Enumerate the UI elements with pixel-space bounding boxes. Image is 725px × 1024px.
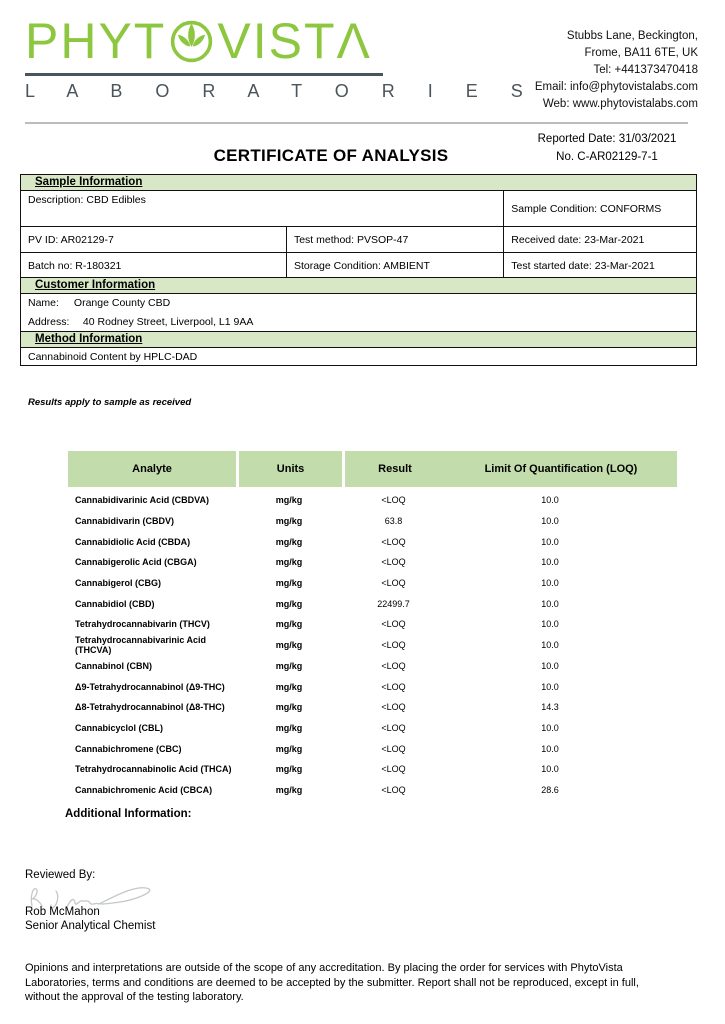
customer-address-line bbox=[28, 316, 696, 328]
storage-condition-cell: Storage Condition: AMBIENT bbox=[287, 253, 504, 278]
footer-disclaimer: Opinions and interpretations are outside of the scope of any accreditation. By placing the order for services with PhytoVista Laboratories, terms and conditions are deemed to be accepted by the submitter. Report shall not be reproduced, except in full, without the approval of the testing laboratory. bbox=[25, 962, 639, 1003]
analyte-cell: Cannabidivarin (CBDV) bbox=[75, 516, 175, 527]
test-started-date-cell: Test started date: 23-Mar-2021 bbox=[511, 259, 655, 272]
customer-name-line bbox=[28, 297, 696, 309]
brand-text-right: VIST bbox=[217, 13, 337, 69]
brand-wordmark bbox=[25, 13, 387, 69]
table-row bbox=[21, 253, 696, 278]
analyte-cell: Cannabicyclol (CBL) bbox=[75, 722, 164, 733]
table-row bbox=[68, 780, 677, 801]
method-information-header: Method Information bbox=[21, 332, 696, 348]
additional-information-label: Additional Information: bbox=[65, 808, 192, 820]
description-cell: Description: CBD Edibles bbox=[21, 191, 504, 226]
loq-cell: 10.0 bbox=[541, 660, 559, 671]
sample-condition-cell: Sample Condition: CONFORMS bbox=[511, 202, 662, 215]
leaf-circle-icon bbox=[169, 19, 214, 64]
loq-cell: 10.0 bbox=[541, 495, 559, 506]
contact-address-line: Frome, BA11 6TE, UK bbox=[584, 47, 698, 59]
reviewer-name: Rob McMahon bbox=[25, 906, 100, 918]
lab-contact-block bbox=[535, 28, 698, 113]
table-row bbox=[68, 593, 677, 614]
table-row bbox=[68, 656, 677, 677]
units-cell: mg/kg bbox=[275, 557, 303, 568]
units-cell: mg/kg bbox=[275, 681, 303, 692]
units-cell: mg/kg bbox=[275, 640, 303, 651]
analyte-cell: Cannabinol (CBN) bbox=[75, 660, 152, 671]
units-cell: mg/kg bbox=[275, 660, 303, 671]
reported-date: Reported Date: 31/03/2021 bbox=[537, 133, 677, 145]
reviewer-title: Senior Analytical Chemist bbox=[25, 920, 156, 932]
laboratories-label: L A B O R A T O R I E S bbox=[25, 81, 537, 101]
loq-cell: 10.0 bbox=[541, 640, 559, 651]
table-row bbox=[68, 718, 677, 739]
brand-text-lambda: Λ bbox=[336, 13, 372, 69]
laboratories-overline bbox=[25, 73, 383, 76]
loq-cell: 10.0 bbox=[541, 557, 559, 568]
loq-cell: 10.0 bbox=[541, 578, 559, 589]
table-row bbox=[68, 738, 677, 759]
units-cell: mg/kg bbox=[275, 598, 303, 609]
result-cell: <LOQ bbox=[381, 660, 406, 671]
customer-details-cell bbox=[21, 297, 696, 334]
result-cell: <LOQ bbox=[381, 702, 406, 713]
result-cell: <LOQ bbox=[381, 495, 406, 506]
table-row bbox=[68, 759, 677, 780]
customer-name-label: Name: bbox=[28, 297, 59, 309]
loq-cell: 10.0 bbox=[541, 722, 559, 733]
units-cell: mg/kg bbox=[275, 619, 303, 630]
units-cell: mg/kg bbox=[275, 784, 303, 795]
method-information-table bbox=[20, 331, 697, 366]
loq-cell: 10.0 bbox=[541, 681, 559, 692]
customer-information-header: Customer Information bbox=[21, 278, 696, 294]
result-cell: <LOQ bbox=[381, 681, 406, 692]
analyte-cell: Cannabichromenic Acid (CBCA) bbox=[75, 784, 213, 795]
analyte-cell: Δ8-Tetrahydrocannabinol (Δ8-THC) bbox=[75, 702, 225, 713]
received-date-cell: Received date: 23-Mar-2021 bbox=[511, 233, 645, 246]
brand-logo bbox=[25, 13, 537, 102]
loq-cell: 14.3 bbox=[541, 702, 559, 713]
result-cell: <LOQ bbox=[381, 764, 406, 775]
sample-information-header: Sample Information bbox=[21, 175, 696, 191]
loq-cell: 10.0 bbox=[541, 536, 559, 547]
contact-address-line: Stubbs Lane, Beckington, bbox=[566, 30, 698, 42]
units-cell: mg/kg bbox=[275, 536, 303, 547]
results-table bbox=[68, 451, 677, 800]
table-row bbox=[68, 531, 677, 552]
units-cell: mg/kg bbox=[275, 516, 303, 527]
result-cell: <LOQ bbox=[381, 722, 406, 733]
analyte-cell: Tetrahydrocannabivarin (THCV) bbox=[75, 619, 210, 630]
loq-cell: 10.0 bbox=[541, 516, 559, 527]
report-number: No. C-AR02129-7-1 bbox=[556, 151, 658, 163]
contact-phone: Tel: +441373470418 bbox=[593, 64, 698, 76]
loq-cell: 28.6 bbox=[541, 784, 559, 795]
units-cell: mg/kg bbox=[275, 702, 303, 713]
customer-address-value: 40 Rodney Street, Liverpool, L1 9AA bbox=[82, 316, 254, 328]
result-cell: <LOQ bbox=[381, 640, 406, 651]
sample-information-table bbox=[20, 174, 697, 279]
units-cell: mg/kg bbox=[275, 578, 303, 589]
result-cell: <LOQ bbox=[381, 784, 406, 795]
page-title: CERTIFICATE OF ANALYSIS bbox=[213, 146, 449, 165]
result-cell: <LOQ bbox=[381, 619, 406, 630]
units-cell: mg/kg bbox=[275, 743, 303, 754]
analyte-cell: Δ9-Tetrahydrocannabinol (Δ9-THC) bbox=[75, 681, 225, 692]
brand-text-left: PHYT bbox=[25, 13, 167, 69]
table-row bbox=[68, 490, 677, 511]
analyte-cell: Cannabidiol (CBD) bbox=[75, 598, 155, 609]
table-row bbox=[68, 573, 677, 594]
analyte-cell: Cannabichromene (CBC) bbox=[75, 743, 182, 754]
contact-web: Web: www.phytovistalabs.com bbox=[542, 98, 698, 110]
table-row bbox=[68, 676, 677, 697]
loq-cell: 10.0 bbox=[541, 764, 559, 775]
method-cell: Cannabinoid Content by HPLC-DAD bbox=[28, 350, 198, 363]
results-table-body bbox=[68, 490, 677, 800]
analyte-cell: Cannabigerol (CBG) bbox=[75, 578, 162, 589]
table-row bbox=[68, 697, 677, 718]
loq-cell: 10.0 bbox=[541, 598, 559, 609]
analyte-cell: Cannabidivarinic Acid (CBDVA) bbox=[75, 495, 210, 506]
result-cell: <LOQ bbox=[381, 536, 406, 547]
results-note: Results apply to sample as received bbox=[28, 397, 192, 408]
test-method-cell: Test method: PVSOP-47 bbox=[287, 227, 504, 252]
units-cell: mg/kg bbox=[275, 495, 303, 506]
analyte-column-header: Analyte bbox=[132, 463, 172, 475]
result-cell: 63.8 bbox=[384, 516, 403, 527]
batch-no-cell: Batch no: R-180321 bbox=[21, 253, 287, 278]
units-column-header: Units bbox=[236, 451, 342, 487]
table-row bbox=[21, 227, 696, 253]
customer-information-table bbox=[20, 277, 697, 335]
analyte-cell: Cannabigerolic Acid (CBGA) bbox=[75, 557, 197, 568]
result-cell: <LOQ bbox=[381, 557, 406, 568]
units-cell: mg/kg bbox=[275, 764, 303, 775]
customer-name-value: Orange County CBD bbox=[73, 297, 171, 309]
units-cell: mg/kg bbox=[275, 722, 303, 733]
result-cell: <LOQ bbox=[381, 743, 406, 754]
result-cell: <LOQ bbox=[381, 578, 406, 589]
pv-id-cell: PV ID: AR02129-7 bbox=[21, 227, 287, 252]
header-divider bbox=[25, 122, 688, 124]
loq-cell: 10.0 bbox=[541, 743, 559, 754]
loq-cell: 10.0 bbox=[541, 619, 559, 630]
analyte-cell: Tetrahydrocannabinolic Acid (THCA) bbox=[75, 764, 232, 775]
result-cell: 22499.7 bbox=[377, 598, 410, 609]
analyte-cell: Tetrahydrocannabivarinic Acid (THCVA) bbox=[75, 635, 207, 656]
table-row bbox=[21, 191, 696, 227]
customer-address-label: Address: bbox=[28, 316, 70, 328]
result-column-header: Result bbox=[342, 451, 445, 487]
table-row bbox=[68, 635, 677, 656]
loq-column-header: Limit Of Quantification (LOQ) bbox=[484, 463, 638, 475]
table-row bbox=[68, 511, 677, 532]
contact-email: Email: info@phytovistalabs.com bbox=[534, 81, 698, 93]
table-row bbox=[68, 552, 677, 573]
analyte-cell: Cannabidiolic Acid (CBDA) bbox=[75, 536, 191, 547]
reviewed-by-label: Reviewed By: bbox=[25, 869, 96, 881]
results-table-header bbox=[68, 451, 677, 487]
table-row bbox=[68, 614, 677, 635]
